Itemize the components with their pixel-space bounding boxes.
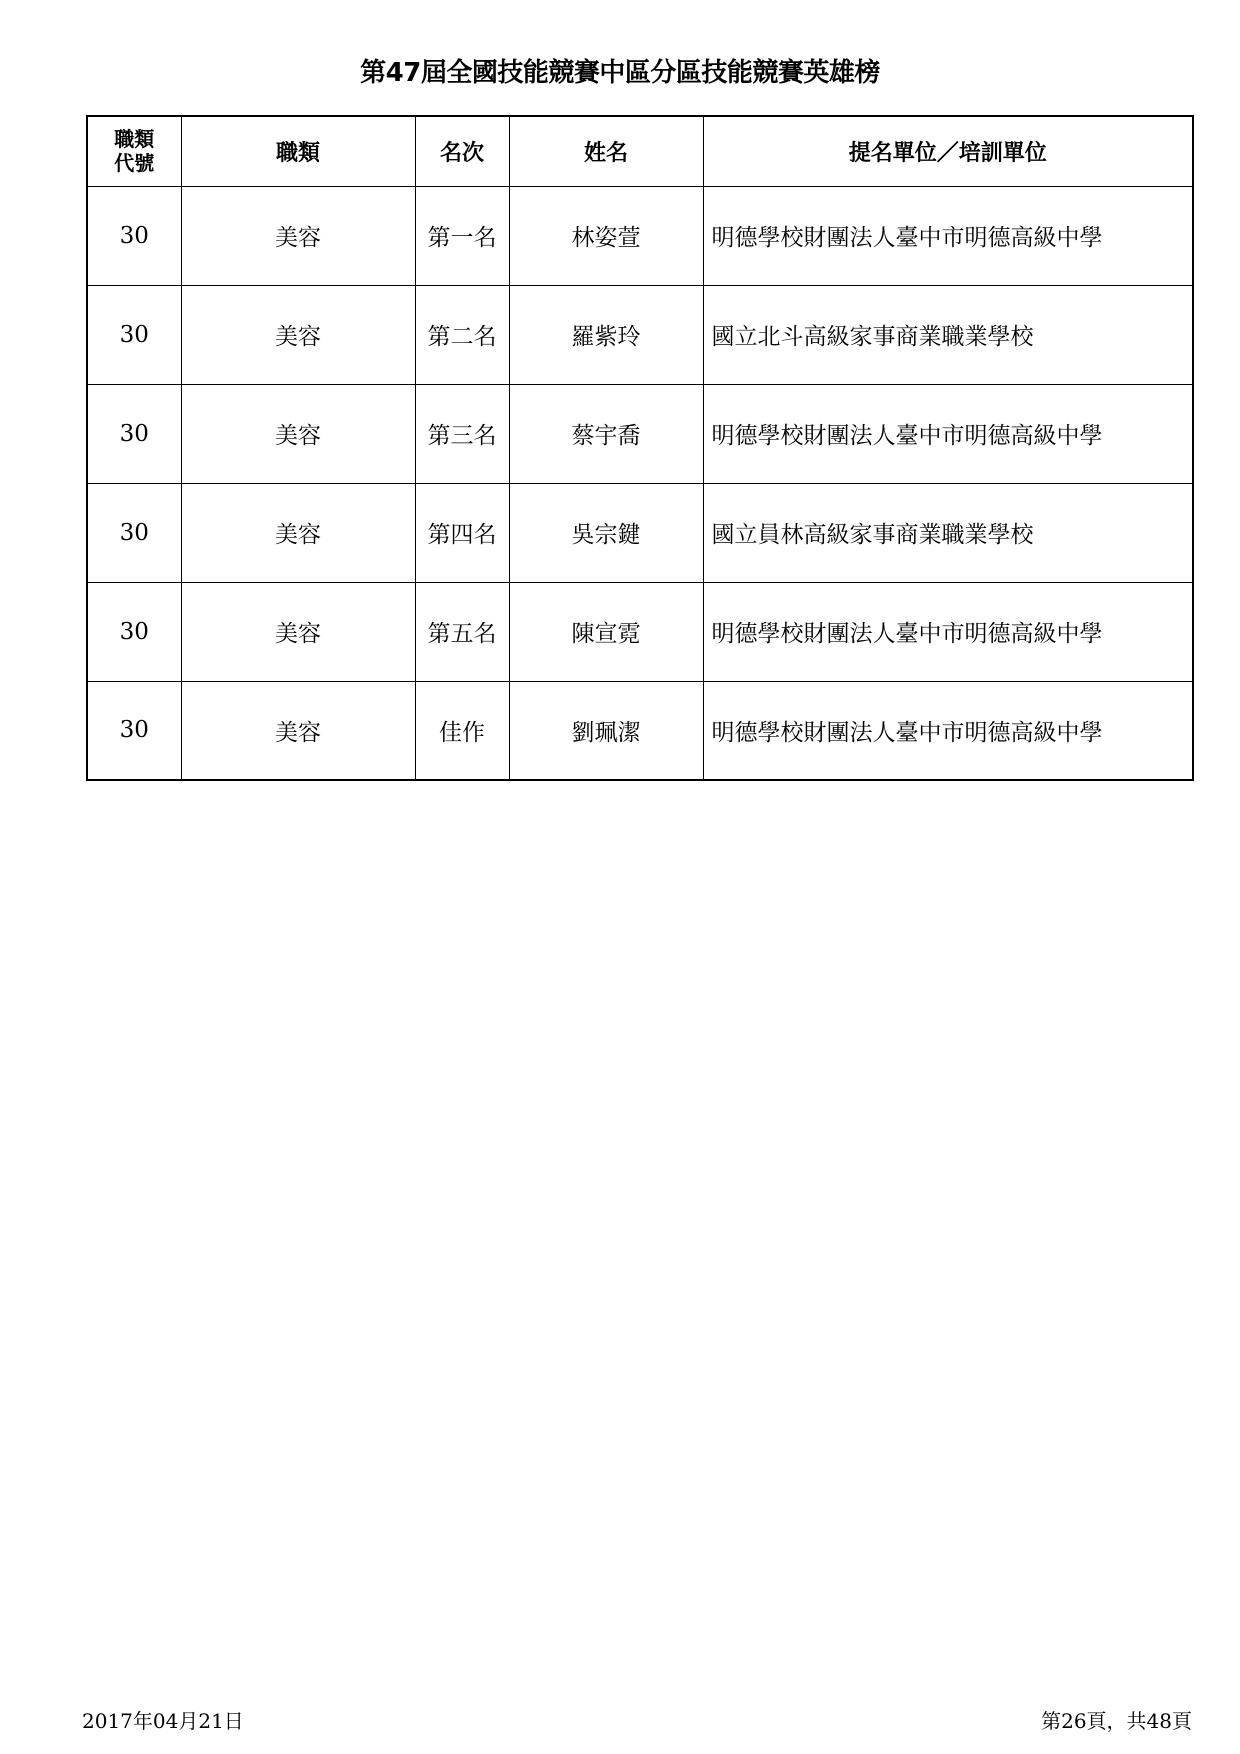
header-category-code — [87, 116, 181, 186]
cell-category: 美容 — [181, 285, 415, 384]
table-row — [87, 285, 1193, 384]
table-row — [87, 186, 1193, 285]
footer-date: 2017年04月21日 — [82, 1709, 244, 1733]
cell-rank: 第三名 — [415, 384, 509, 483]
cell-category: 美容 — [181, 582, 415, 681]
header-code-line2: 代號 — [114, 151, 155, 176]
table-row — [87, 483, 1193, 582]
cell-rank: 第四名 — [415, 483, 509, 582]
cell-name: 吳宗鍵 — [509, 483, 703, 582]
header-unit: 提名單位／培訓單位 — [703, 116, 1193, 186]
table-row — [87, 582, 1193, 681]
cell-rank: 第二名 — [415, 285, 509, 384]
cell-unit: 明德學校財團法人臺中市明德高級中學 — [703, 681, 1193, 780]
header-category: 職類 — [181, 116, 415, 186]
footer-page-number: 第26頁，共48頁 — [1041, 1709, 1192, 1733]
cell-rank: 第一名 — [415, 186, 509, 285]
table-header-row — [87, 116, 1193, 186]
cell-category: 美容 — [181, 384, 415, 483]
cell-code: 30 — [87, 186, 181, 285]
cell-rank: 第五名 — [415, 582, 509, 681]
header-rank: 名次 — [415, 116, 509, 186]
cell-unit: 國立北斗高級家事商業職業學校 — [703, 285, 1193, 384]
cell-code: 30 — [87, 681, 181, 780]
cell-unit: 明德學校財團法人臺中市明德高級中學 — [703, 186, 1193, 285]
header-name: 姓名 — [509, 116, 703, 186]
cell-rank: 佳作 — [415, 681, 509, 780]
cell-code: 30 — [87, 582, 181, 681]
table-row — [87, 681, 1193, 780]
cell-name: 劉珮潔 — [509, 681, 703, 780]
hero-table — [86, 115, 1194, 781]
page-title: 第47屆全國技能競賽中區分區技能競賽英雄榜 — [360, 58, 880, 88]
cell-unit: 明德學校財團法人臺中市明德高級中學 — [703, 582, 1193, 681]
cell-code: 30 — [87, 285, 181, 384]
cell-code: 30 — [87, 483, 181, 582]
table-row — [87, 384, 1193, 483]
header-code-line1: 職類 — [114, 127, 155, 152]
cell-name: 林姿萱 — [509, 186, 703, 285]
cell-unit: 明德學校財團法人臺中市明德高級中學 — [703, 384, 1193, 483]
cell-category: 美容 — [181, 681, 415, 780]
cell-category: 美容 — [181, 186, 415, 285]
cell-category: 美容 — [181, 483, 415, 582]
cell-unit: 國立員林高級家事商業職業學校 — [703, 483, 1193, 582]
cell-name: 羅紫玲 — [509, 285, 703, 384]
cell-name: 陳宣霓 — [509, 582, 703, 681]
cell-code: 30 — [87, 384, 181, 483]
cell-name: 蔡宇喬 — [509, 384, 703, 483]
